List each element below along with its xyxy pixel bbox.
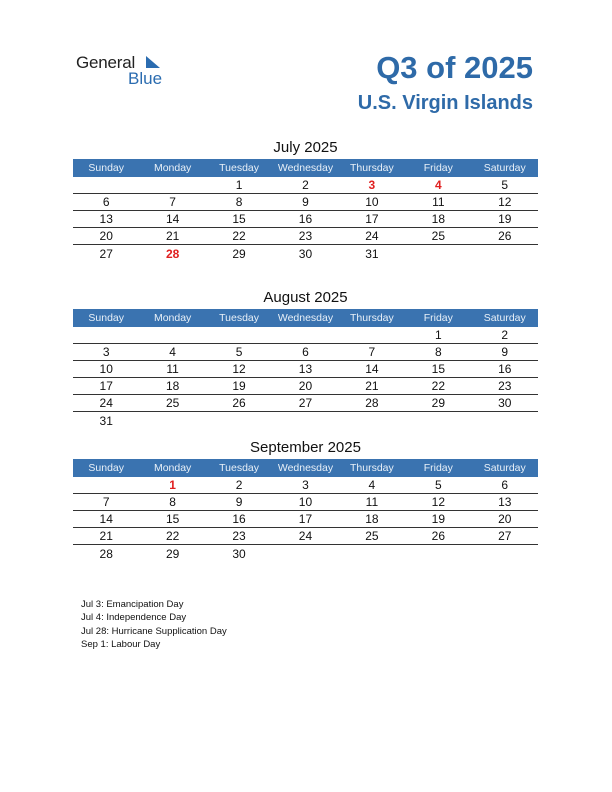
weekday-label: Saturday (483, 312, 526, 324)
day-cell: 8 (169, 495, 176, 509)
day-cell: 19 (232, 379, 246, 393)
day-cell: 23 (498, 379, 512, 393)
day-cell: 30 (498, 396, 512, 410)
week-row (73, 528, 538, 545)
month-title: September 2025 (250, 439, 361, 456)
day-cell: 14 (99, 512, 113, 526)
weekday-header (73, 309, 538, 327)
day-cell: 31 (99, 413, 113, 428)
day-cell: 10 (99, 362, 113, 376)
day-cell: 2 (235, 478, 243, 492)
weekday-label: Thursday (350, 462, 394, 474)
weekday-label: Thursday (350, 162, 394, 174)
day-cell: 21 (165, 229, 180, 243)
day-cell: 4 (368, 478, 376, 492)
generalblue-logo (76, 53, 176, 89)
month-calendar (73, 437, 538, 562)
day-cell: 24 (365, 229, 379, 243)
day-cell: 10 (365, 195, 379, 209)
weekday-label: Friday (423, 312, 453, 324)
day-cell: 11 (365, 495, 379, 509)
day-cell: 9 (302, 195, 309, 209)
day-cell: 16 (232, 512, 246, 526)
week-row (73, 412, 538, 429)
day-cell: 20 (498, 512, 512, 526)
month-calendar (73, 137, 538, 262)
day-cell: 22 (232, 229, 246, 243)
day-cell: 27 (498, 529, 512, 543)
day-cell: 14 (165, 212, 180, 226)
day-cell: 24 (298, 529, 313, 543)
day-cell: 18 (165, 379, 180, 393)
month-title: August 2025 (263, 289, 348, 306)
weekday-label: Sunday (88, 312, 125, 324)
weekday-label: Friday (423, 162, 453, 174)
day-cell: 3 (102, 345, 110, 359)
day-cell: 6 (102, 195, 110, 209)
day-cell: 5 (235, 345, 243, 359)
day-cell: 28 (365, 396, 379, 410)
day-cell: 8 (434, 345, 442, 359)
holiday-notes (81, 598, 227, 651)
day-cell: 27 (298, 396, 313, 410)
day-cell: 29 (165, 546, 180, 561)
day-cell: 8 (235, 195, 243, 209)
logo-word-general: General (76, 53, 136, 72)
day-cell: 15 (431, 362, 445, 376)
week-row (73, 395, 538, 412)
day-cell: 29 (232, 246, 246, 261)
week-row (73, 494, 538, 511)
holiday-day-cell: 28 (165, 246, 180, 261)
holiday-day-cell: 3 (368, 178, 376, 192)
day-cell: 2 (302, 178, 309, 192)
day-cell: 7 (368, 345, 376, 359)
weekday-label: Saturday (483, 462, 526, 474)
day-cell: 14 (365, 362, 379, 376)
day-cell: 7 (102, 495, 110, 509)
day-cell: 16 (498, 362, 512, 376)
month-calendar (73, 287, 538, 429)
day-cell: 30 (232, 546, 246, 561)
week-row (73, 245, 538, 262)
day-cell: 17 (365, 212, 379, 226)
weekday-label: Monday (153, 162, 192, 174)
day-cell: 29 (431, 396, 445, 410)
holiday-note: Sep 1: Labour Day (81, 638, 161, 650)
weekday-label: Wednesday (277, 162, 334, 174)
day-cell: 5 (501, 178, 509, 192)
week-row (73, 211, 538, 228)
weekday-label: Wednesday (277, 462, 334, 474)
day-cell: 26 (232, 396, 246, 410)
month-title: July 2025 (273, 139, 338, 156)
day-cell: 25 (431, 229, 445, 243)
day-cell: 1 (434, 328, 442, 342)
day-cell: 12 (431, 495, 445, 509)
day-cell: 19 (498, 212, 512, 226)
day-cell: 20 (298, 379, 313, 393)
day-cell: 12 (498, 195, 512, 209)
logo-word-blue: Blue (128, 69, 163, 88)
weekday-label: Friday (423, 462, 453, 474)
day-cell: 17 (99, 379, 113, 393)
week-row (73, 177, 538, 194)
day-cell: 9 (235, 495, 243, 509)
day-cell: 30 (298, 246, 313, 261)
weekday-label: Saturday (483, 162, 526, 174)
quarter-title: Q3 of 2025 (376, 50, 533, 85)
day-cell: 10 (298, 495, 313, 509)
day-cell: 7 (169, 195, 176, 209)
day-cell: 23 (232, 529, 246, 543)
day-cell: 15 (165, 512, 180, 526)
day-cell: 26 (431, 529, 445, 543)
day-cell: 11 (432, 195, 445, 209)
week-row (73, 327, 538, 344)
day-cell: 11 (166, 362, 179, 376)
day-cell: 6 (501, 478, 509, 492)
day-cell: 23 (298, 229, 313, 243)
day-cell: 16 (298, 212, 313, 226)
weekday-label: Sunday (88, 462, 125, 474)
weekday-label: Tuesday (219, 312, 259, 324)
day-cell: 27 (99, 246, 113, 261)
country-title: U.S. Virgin Islands (357, 92, 533, 114)
logo-triangle-icon (142, 54, 162, 70)
week-row (73, 344, 538, 361)
weekday-label: Thursday (350, 312, 394, 324)
weekday-label: Tuesday (219, 162, 259, 174)
day-cell: 13 (99, 212, 113, 226)
day-cell: 18 (431, 212, 445, 226)
weekday-label: Sunday (88, 162, 125, 174)
day-cell: 21 (365, 379, 379, 393)
week-row (73, 545, 538, 562)
holiday-day-cell: 1 (169, 478, 176, 492)
holiday-note: Jul 28: Hurricane Supplication Day (81, 625, 227, 637)
day-cell: 19 (431, 512, 445, 526)
day-cell: 12 (232, 362, 246, 376)
day-cell: 9 (501, 345, 509, 359)
day-cell: 20 (99, 229, 113, 243)
day-cell: 28 (99, 546, 113, 561)
week-row (73, 361, 538, 378)
holiday-day-cell: 4 (434, 178, 442, 192)
day-cell: 17 (298, 512, 313, 526)
week-row (73, 511, 538, 528)
day-cell: 31 (365, 246, 379, 261)
day-cell: 2 (501, 328, 509, 342)
day-cell: 22 (165, 529, 180, 543)
week-row (73, 228, 538, 245)
day-cell: 24 (99, 396, 113, 410)
holiday-note: Jul 4: Independence Day (81, 612, 187, 624)
day-cell: 13 (298, 362, 313, 376)
day-cell: 26 (498, 229, 512, 243)
day-cell: 5 (434, 478, 442, 492)
week-row (73, 378, 538, 395)
holiday-note: Jul 3: Emancipation Day (81, 599, 184, 610)
day-cell: 25 (365, 529, 379, 543)
day-cell: 4 (169, 345, 176, 359)
weekday-label: Tuesday (219, 462, 259, 474)
day-cell: 21 (99, 529, 113, 543)
week-row (73, 477, 538, 494)
day-cell: 25 (165, 396, 180, 410)
day-cell: 18 (365, 512, 379, 526)
weekday-label: Monday (153, 462, 192, 474)
weekday-header (73, 459, 538, 477)
week-row (73, 194, 538, 211)
day-cell: 3 (302, 478, 309, 492)
day-cell: 6 (302, 345, 309, 359)
weekday-header (73, 159, 538, 177)
day-cell: 15 (232, 212, 246, 226)
weekday-label: Wednesday (277, 312, 334, 324)
day-cell: 22 (431, 379, 445, 393)
day-cell: 13 (498, 495, 512, 509)
weekday-label: Monday (153, 312, 192, 324)
day-cell: 1 (235, 178, 243, 192)
